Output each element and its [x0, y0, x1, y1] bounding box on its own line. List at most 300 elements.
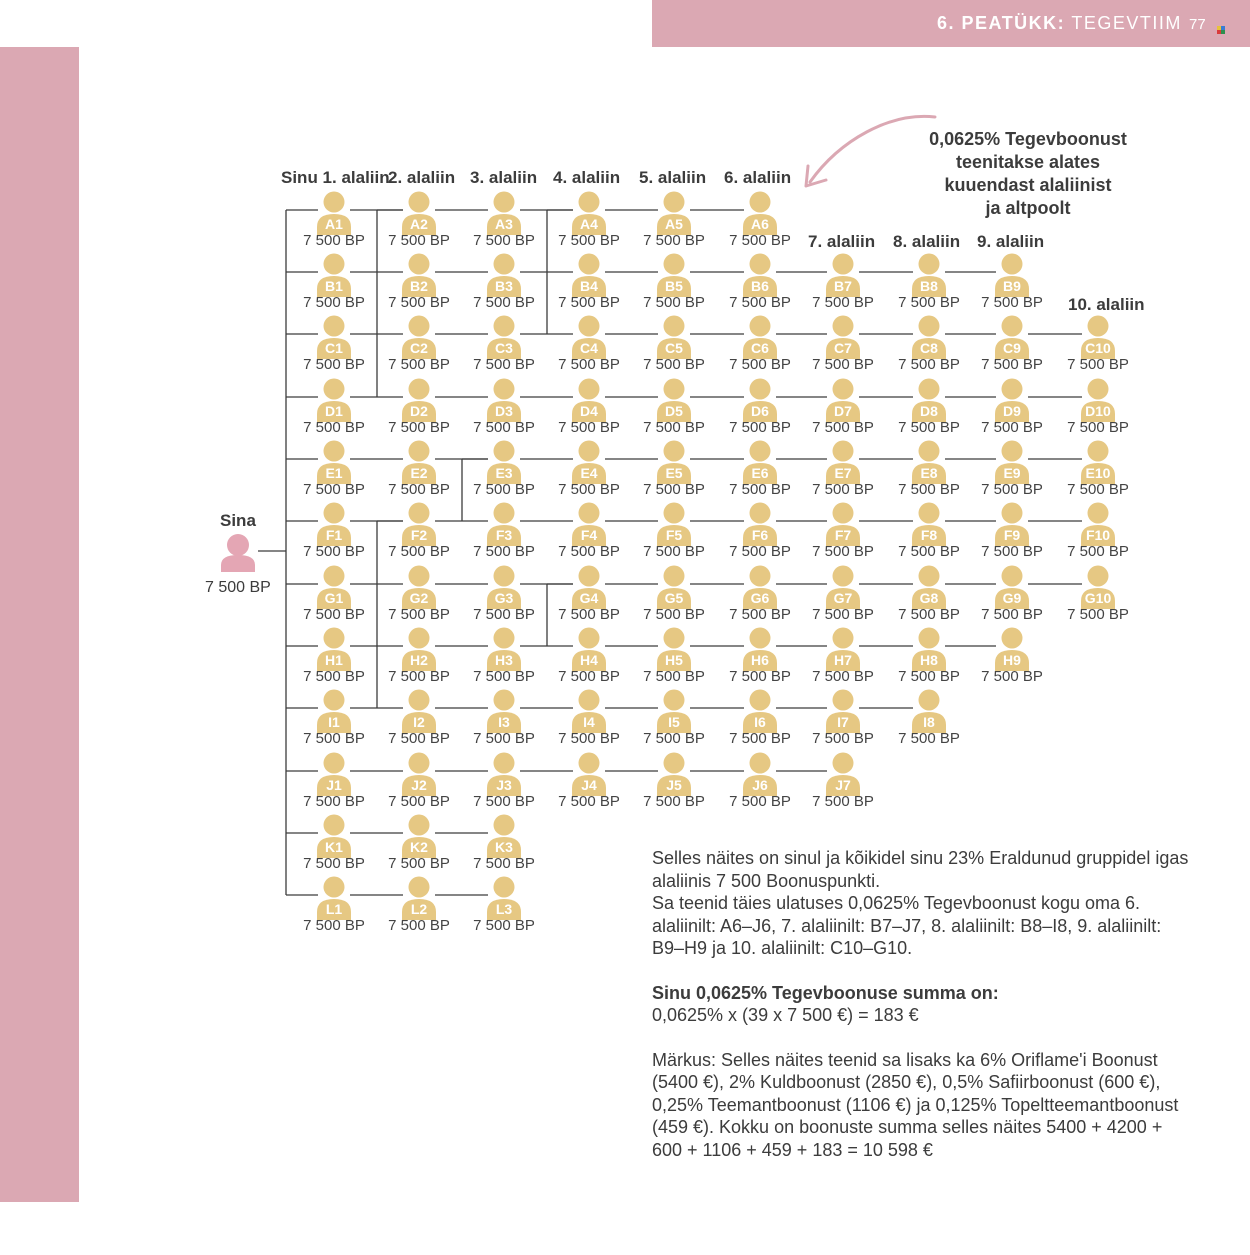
member-id: C4	[580, 340, 598, 356]
person-icon-head	[579, 690, 600, 711]
member-id: G7	[833, 590, 853, 606]
member-bp: 7 500 BP	[303, 481, 365, 498]
member-bp: 7 500 BP	[388, 793, 450, 810]
member-bp: 7 500 BP	[1067, 419, 1129, 436]
member-id: A5	[665, 216, 683, 232]
member-bp: 7 500 BP	[812, 481, 874, 498]
person-icon-head	[750, 379, 771, 400]
member-id: I7	[837, 714, 849, 730]
member-id: E6	[751, 465, 769, 481]
member-bp: 7 500 BP	[898, 668, 960, 685]
member-bp: 7 500 BP	[473, 356, 535, 373]
member-id: E2	[410, 465, 428, 481]
member-id: A6	[751, 216, 769, 232]
member-id: C7	[834, 340, 852, 356]
member-id: E7	[834, 465, 852, 481]
column-label: 2. alaliin	[388, 168, 456, 187]
member-bp: 7 500 BP	[303, 356, 365, 373]
member-bp: 7 500 BP	[729, 668, 791, 685]
member-id: J1	[326, 777, 342, 793]
person-icon-head	[409, 690, 430, 711]
person-icon-head	[833, 316, 854, 337]
member-id: H9	[1003, 652, 1021, 668]
member-id: E1	[325, 465, 343, 481]
member-bp: 7 500 BP	[981, 481, 1043, 498]
person-icon-head	[833, 753, 854, 774]
person-icon-head	[494, 628, 515, 649]
member-id: B1	[325, 278, 343, 294]
member-bp: 7 500 BP	[729, 294, 791, 311]
member-bp: 7 500 BP	[558, 730, 620, 747]
member-id: G8	[919, 590, 939, 606]
root-person-icon-body	[221, 555, 255, 572]
member-id: J4	[581, 777, 597, 793]
person-icon-head	[579, 566, 600, 587]
member-bp: 7 500 BP	[643, 730, 705, 747]
person-icon-head	[494, 441, 515, 462]
member-bp: 7 500 BP	[388, 855, 450, 872]
person-icon-head	[919, 254, 940, 275]
member-bp: 7 500 BP	[303, 606, 365, 623]
person-icon-head	[494, 753, 515, 774]
person-icon-head	[1088, 503, 1109, 524]
member-bp: 7 500 BP	[898, 481, 960, 498]
person-icon-head	[409, 254, 430, 275]
member-bp: 7 500 BP	[473, 855, 535, 872]
person-icon-head	[833, 503, 854, 524]
member-bp: 7 500 BP	[812, 356, 874, 373]
person-icon-head	[1002, 566, 1023, 587]
member-bp: 7 500 BP	[558, 481, 620, 498]
person-icon-head	[494, 877, 515, 898]
member-bp: 7 500 BP	[473, 419, 535, 436]
member-id: H1	[325, 652, 343, 668]
person-icon-head	[919, 503, 940, 524]
member-id: A3	[495, 216, 513, 232]
member-bp: 7 500 BP	[898, 356, 960, 373]
member-bp: 7 500 BP	[729, 481, 791, 498]
member-id: C1	[325, 340, 343, 356]
member-id: H6	[751, 652, 769, 668]
person-icon-head	[664, 753, 685, 774]
member-id: G5	[664, 590, 684, 606]
member-id: C3	[495, 340, 513, 356]
person-icon-head	[494, 192, 515, 213]
member-bp: 7 500 BP	[812, 294, 874, 311]
member-id: F8	[920, 527, 938, 543]
member-id: D3	[495, 403, 513, 419]
person-icon-head	[750, 441, 771, 462]
person-icon-head	[409, 316, 430, 337]
person-icon-head	[494, 379, 515, 400]
annotation-line: teenitakse alates	[955, 152, 1101, 172]
annotation-line: ja altpoolt	[985, 198, 1071, 218]
person-icon-head	[750, 503, 771, 524]
member-id: D5	[665, 403, 683, 419]
member-bp: 7 500 BP	[473, 232, 535, 249]
member-bp: 7 500 BP	[558, 793, 620, 810]
member-id: G2	[409, 590, 429, 606]
member-id: K3	[495, 839, 513, 855]
person-icon-head	[324, 379, 345, 400]
member-id: F2	[410, 527, 428, 543]
person-icon-head	[750, 566, 771, 587]
person-icon-head	[579, 316, 600, 337]
text-paragraph-1: Selles näites on sinul ja kõikidel sinu 23% Eraldunud gruppidel igas alaliinis 7 500 Boonuspunkti.	[652, 848, 1189, 891]
member-bp: 7 500 BP	[558, 606, 620, 623]
member-id: J2	[411, 777, 427, 793]
person-icon-head	[324, 316, 345, 337]
person-icon-head	[494, 566, 515, 587]
member-id: G10	[1084, 590, 1112, 606]
member-bp: 7 500 BP	[303, 668, 365, 685]
member-id: F10	[1085, 527, 1111, 543]
chapter-number: 6. PEATÜKK:	[937, 13, 1066, 33]
column-label: 6. alaliin	[724, 168, 792, 187]
column-label: 3. alaliin	[470, 168, 538, 187]
member-bp: 7 500 BP	[473, 668, 535, 685]
person-icon-head	[579, 503, 600, 524]
member-id: C9	[1003, 340, 1021, 356]
member-bp: 7 500 BP	[812, 730, 874, 747]
person-icon-head	[1088, 316, 1109, 337]
person-icon-head	[579, 753, 600, 774]
member-id: K2	[410, 839, 428, 855]
person-icon-head	[919, 316, 940, 337]
member-bp: 7 500 BP	[388, 730, 450, 747]
person-icon-head	[833, 628, 854, 649]
member-bp: 7 500 BP	[643, 668, 705, 685]
member-bp: 7 500 BP	[643, 232, 705, 249]
member-id: B9	[1003, 278, 1021, 294]
person-icon-head	[664, 192, 685, 213]
member-bp: 7 500 BP	[473, 543, 535, 560]
person-icon-head	[833, 379, 854, 400]
root-label: Sina	[220, 511, 256, 530]
person-icon-head	[919, 441, 940, 462]
member-bp: 7 500 BP	[558, 232, 620, 249]
member-bp: 7 500 BP	[981, 543, 1043, 560]
member-bp: 7 500 BP	[643, 294, 705, 311]
member-id: C2	[410, 340, 428, 356]
member-bp: 7 500 BP	[643, 793, 705, 810]
member-id: I4	[583, 714, 595, 730]
explanation-text	[652, 847, 1192, 1161]
member-id: F7	[834, 527, 852, 543]
person-icon-head	[1002, 503, 1023, 524]
person-icon-head	[409, 753, 430, 774]
member-id: E3	[495, 465, 513, 481]
member-bp: 7 500 BP	[1067, 356, 1129, 373]
member-id: D8	[920, 403, 938, 419]
member-bp: 7 500 BP	[303, 793, 365, 810]
member-bp: 7 500 BP	[729, 356, 791, 373]
member-id: C10	[1085, 340, 1111, 356]
member-bp: 7 500 BP	[473, 793, 535, 810]
member-id: J5	[666, 777, 682, 793]
member-bp: 7 500 BP	[898, 606, 960, 623]
member-id: I1	[328, 714, 340, 730]
member-bp: 7 500 BP	[388, 419, 450, 436]
person-icon-head	[1002, 441, 1023, 462]
member-id: I8	[923, 714, 935, 730]
person-icon-head	[664, 254, 685, 275]
person-icon-head	[833, 690, 854, 711]
member-bp: 7 500 BP	[388, 543, 450, 560]
person-icon-head	[750, 316, 771, 337]
member-id: A2	[410, 216, 428, 232]
member-id: B7	[834, 278, 852, 294]
root-bp: 7 500 BP	[205, 579, 271, 596]
person-icon-head	[324, 690, 345, 711]
member-bp: 7 500 BP	[643, 481, 705, 498]
person-icon-head	[579, 379, 600, 400]
person-icon-head	[664, 316, 685, 337]
member-bp: 7 500 BP	[388, 232, 450, 249]
person-icon-head	[409, 441, 430, 462]
member-bp: 7 500 BP	[388, 917, 450, 934]
member-bp: 7 500 BP	[388, 481, 450, 498]
member-bp: 7 500 BP	[303, 419, 365, 436]
person-icon-head	[324, 753, 345, 774]
person-icon-head	[324, 628, 345, 649]
person-icon-head	[579, 441, 600, 462]
member-bp: 7 500 BP	[473, 917, 535, 934]
person-icon-head	[324, 192, 345, 213]
member-bp: 7 500 BP	[729, 419, 791, 436]
member-id: F1	[325, 527, 343, 543]
person-icon-head	[1002, 316, 1023, 337]
member-bp: 7 500 BP	[812, 668, 874, 685]
member-id: E8	[920, 465, 938, 481]
member-bp: 7 500 BP	[981, 356, 1043, 373]
member-bp: 7 500 BP	[643, 356, 705, 373]
person-icon-head	[750, 192, 771, 213]
page-number: 77	[1189, 16, 1206, 33]
person-icon-head	[324, 441, 345, 462]
text-paragraph-2: Sa teenid täies ulatuses 0,0625% Tegevboonust kogu oma 6. alaliinilt: A6–J6, 7. alaliinilt: B7–J7, 8. alaliinilt: B8–I8, 9. alaliinilt: B9–H9 ja 10. alaliinilt: C10–G10.	[652, 893, 1162, 958]
member-bp: 7 500 BP	[303, 232, 365, 249]
member-id: G4	[579, 590, 599, 606]
member-id: E9	[1003, 465, 1021, 481]
member-bp: 7 500 BP	[812, 419, 874, 436]
member-id: H7	[834, 652, 852, 668]
member-id: L2	[410, 901, 428, 917]
person-icon-head	[833, 566, 854, 587]
person-icon-head	[664, 503, 685, 524]
person-icon-head	[409, 566, 430, 587]
person-icon-head	[664, 690, 685, 711]
person-icon-head	[750, 753, 771, 774]
person-icon-head	[664, 628, 685, 649]
member-id: H5	[665, 652, 683, 668]
member-id: H3	[495, 652, 513, 668]
person-icon-head	[1088, 379, 1109, 400]
person-icon-head	[664, 379, 685, 400]
member-bp: 7 500 BP	[303, 855, 365, 872]
member-bp: 7 500 BP	[558, 294, 620, 311]
member-id: I2	[413, 714, 425, 730]
person-icon-head	[409, 877, 430, 898]
column-label: 9. alaliin	[977, 232, 1045, 251]
member-bp: 7 500 BP	[388, 294, 450, 311]
member-id: I3	[498, 714, 510, 730]
annotation-line: 0,0625% Tegevboonust	[929, 129, 1127, 149]
member-id: F3	[495, 527, 513, 543]
member-bp: 7 500 BP	[729, 793, 791, 810]
person-icon-head	[664, 566, 685, 587]
person-icon-head	[1088, 566, 1109, 587]
member-id: F9	[1003, 527, 1021, 543]
member-bp: 7 500 BP	[981, 294, 1043, 311]
member-id: E4	[580, 465, 598, 481]
person-icon-head	[409, 628, 430, 649]
member-id: F6	[751, 527, 769, 543]
member-id: L1	[325, 901, 343, 917]
member-bp: 7 500 BP	[388, 668, 450, 685]
person-icon-head	[919, 690, 940, 711]
person-icon-head	[409, 192, 430, 213]
member-id: G3	[494, 590, 514, 606]
member-bp: 7 500 BP	[558, 543, 620, 560]
member-bp: 7 500 BP	[729, 730, 791, 747]
member-bp: 7 500 BP	[303, 917, 365, 934]
member-id: H8	[920, 652, 938, 668]
member-id: E10	[1085, 465, 1111, 481]
column-label: 4. alaliin	[553, 168, 621, 187]
member-id: G9	[1002, 590, 1022, 606]
sum-title: Sinu 0,0625% Tegevboonuse summa on:	[652, 982, 999, 1003]
member-id: D10	[1085, 403, 1111, 419]
column-label: 7. alaliin	[808, 232, 876, 251]
person-icon-head	[919, 628, 940, 649]
person-icon-head	[324, 877, 345, 898]
person-icon-head	[750, 628, 771, 649]
person-icon-head	[750, 254, 771, 275]
annotation-line: kuuendast alaliinist	[944, 175, 1112, 195]
member-id: G1	[324, 590, 344, 606]
member-bp: 7 500 BP	[812, 793, 874, 810]
member-id: A4	[580, 216, 598, 232]
person-icon-head	[579, 628, 600, 649]
person-icon-head	[494, 815, 515, 836]
person-icon-head	[664, 441, 685, 462]
member-id: A1	[325, 216, 343, 232]
person-icon-head	[919, 379, 940, 400]
member-id: I5	[668, 714, 680, 730]
member-bp: 7 500 BP	[388, 606, 450, 623]
member-id: K1	[325, 839, 343, 855]
member-bp: 7 500 BP	[729, 606, 791, 623]
person-icon-head	[579, 192, 600, 213]
person-icon-head	[409, 379, 430, 400]
member-id: J3	[496, 777, 512, 793]
person-icon-head	[494, 316, 515, 337]
member-bp: 7 500 BP	[303, 543, 365, 560]
person-icon-head	[579, 254, 600, 275]
person-icon-head	[494, 254, 515, 275]
member-bp: 7 500 BP	[898, 543, 960, 560]
member-id: D6	[751, 403, 769, 419]
member-bp: 7 500 BP	[473, 481, 535, 498]
member-id: C6	[751, 340, 769, 356]
person-icon-head	[409, 815, 430, 836]
column-label: 8. alaliin	[893, 232, 961, 251]
member-bp: 7 500 BP	[1067, 606, 1129, 623]
member-bp: 7 500 BP	[643, 543, 705, 560]
member-bp: 7 500 BP	[473, 606, 535, 623]
person-icon-head	[1002, 379, 1023, 400]
member-id: J7	[835, 777, 851, 793]
member-bp: 7 500 BP	[558, 668, 620, 685]
member-id: H2	[410, 652, 428, 668]
member-bp: 7 500 BP	[558, 419, 620, 436]
member-id: H4	[580, 652, 598, 668]
member-bp: 7 500 BP	[1067, 543, 1129, 560]
member-id: B4	[580, 278, 598, 294]
member-id: C5	[665, 340, 683, 356]
member-id: D4	[580, 403, 598, 419]
member-id: B3	[495, 278, 513, 294]
person-icon-head	[1088, 441, 1109, 462]
person-icon-head	[1002, 254, 1023, 275]
column-label: 5. alaliin	[639, 168, 707, 187]
member-bp: 7 500 BP	[473, 294, 535, 311]
person-icon-head	[919, 566, 940, 587]
person-icon-head	[494, 503, 515, 524]
person-icon-head	[324, 566, 345, 587]
member-id: L3	[495, 901, 513, 917]
member-bp: 7 500 BP	[473, 730, 535, 747]
member-bp: 7 500 BP	[303, 294, 365, 311]
member-bp: 7 500 BP	[729, 232, 791, 249]
person-icon-head	[833, 441, 854, 462]
member-bp: 7 500 BP	[898, 419, 960, 436]
member-id: D9	[1003, 403, 1021, 419]
member-id: D2	[410, 403, 428, 419]
member-id: G6	[750, 590, 770, 606]
member-id: E5	[665, 465, 683, 481]
member-id: B6	[751, 278, 769, 294]
member-bp: 7 500 BP	[303, 730, 365, 747]
member-bp: 7 500 BP	[643, 419, 705, 436]
member-id: F5	[665, 527, 683, 543]
member-bp: 7 500 BP	[981, 419, 1043, 436]
member-bp: 7 500 BP	[981, 606, 1043, 623]
member-id: B8	[920, 278, 938, 294]
member-id: D1	[325, 403, 343, 419]
member-bp: 7 500 BP	[981, 668, 1043, 685]
person-icon-head	[324, 254, 345, 275]
person-icon-head	[750, 690, 771, 711]
member-id: B5	[665, 278, 683, 294]
member-id: J6	[752, 777, 768, 793]
member-bp: 7 500 BP	[812, 606, 874, 623]
person-icon-head	[1002, 628, 1023, 649]
person-icon-head	[324, 503, 345, 524]
arrow-line	[810, 116, 935, 182]
root-person-icon-head	[227, 534, 249, 556]
member-bp: 7 500 BP	[729, 543, 791, 560]
chapter-name: TEGEVTIIM	[1071, 13, 1182, 33]
member-id: F4	[580, 527, 598, 543]
member-id: B2	[410, 278, 428, 294]
person-icon-head	[409, 503, 430, 524]
sum-formula: 0,0625% x (39 x 7 500 €) = 183 €	[652, 1005, 919, 1025]
member-bp: 7 500 BP	[388, 356, 450, 373]
member-bp: 7 500 BP	[898, 294, 960, 311]
note-paragraph: Märkus: Selles näites teenid sa lisaks ka 6% Oriflame'i Boonust (5400 €), 2% Kuldboonust (2850 €), 0,5% Safiirboonust (600 €), 0,25% Teemantboonust (1106 €) ja 0,125% Topeltteemantboonust (459 €). Kokku on boonuste summa selles näites 5400 + 4200 + 600 + 1106 + 459 + 183 = 10 598 €	[652, 1049, 1179, 1160]
